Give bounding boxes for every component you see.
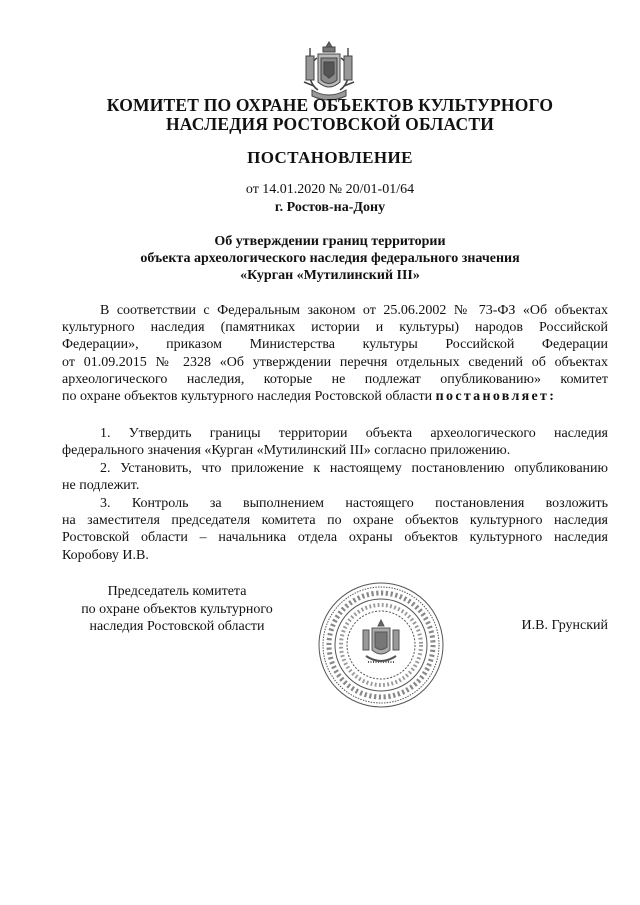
preamble-line-text: по охране объектов культурного наследия Ростовской области: [62, 388, 433, 404]
item-line: 2. Установить, что приложение к настоящему постановлению опубликованию: [100, 461, 608, 476]
item-line: 1. Утвердить границы территории объекта археологического наследия: [100, 426, 608, 441]
item-line: Ростовской области – начальника отдела охраны объектов культурного наследия: [62, 530, 608, 546]
document-city: г. Ростов-на-Дону: [274, 200, 386, 215]
official-seal-icon: [316, 580, 446, 710]
item-line: не подлежит.: [62, 478, 140, 494]
document-subject: [60, 233, 600, 284]
item-1-paragraph: [62, 425, 608, 459]
item-line: на заместителя председателя комитета по охране объектов культурного наследия: [62, 513, 608, 529]
item-2-paragraph: [62, 460, 608, 494]
item-line: Коробову И.В.: [62, 547, 149, 563]
document-type: ПОСТАНОВЛЕНИЕ: [247, 148, 413, 167]
subject-line-2: объекта археологического наследия федерального значения: [140, 251, 520, 266]
signatory-title-line-2: по охране объектов культурного: [81, 601, 273, 617]
document-date-number: от 14.01.2020 № 20/01-01/64: [245, 182, 415, 197]
item-3-paragraph: [62, 495, 608, 564]
item-line: 3. Контроль за выполнением настоящего постановления возложить: [100, 496, 608, 511]
org-line-2: НАСЛЕДИЯ РОСТОВСКОЙ ОБЛАСТИ: [165, 114, 495, 134]
signatory-title: [62, 583, 292, 636]
org-line-1: КОМИТЕТ ПО ОХРАНЕ ОБЪЕКТОВ КУЛЬТУРНОГО: [106, 95, 554, 115]
preamble-line: В соответствии с Федеральным законом от 25.06.2002 № 73-ФЗ «Об объектах: [100, 303, 608, 318]
resolves-word: постановляет:: [435, 388, 557, 404]
preamble-paragraph: [62, 302, 608, 405]
subject-line-3: «Курган «Мутилинский III»: [240, 268, 420, 283]
organization-name: [60, 96, 600, 134]
signatory-name: И.В. Грунский: [521, 618, 608, 633]
item-line: федерального значения «Курган «Мутилинский III» согласно приложению.: [62, 443, 511, 459]
preamble-line-final: [62, 388, 608, 405]
signatory-title-line-1: Председатель комитета: [107, 584, 247, 599]
preamble-line: Федерации», приказом Министерства культуры Российской Федерации: [62, 337, 608, 353]
subject-line-1: Об утверждении границ территории: [214, 234, 446, 249]
preamble-line: культурного наследия (памятниках истории и культуры) народов Российской: [62, 320, 608, 336]
preamble-line: от 01.09.2015 № 2328 «Об утверждении перечня отдельных сведений об объектах: [62, 354, 608, 370]
preamble-line: археологического наследия, которые не подлежат опубликованию» комитет: [62, 371, 608, 387]
signatory-title-line-3: наследия Ростовской области: [89, 619, 265, 634]
